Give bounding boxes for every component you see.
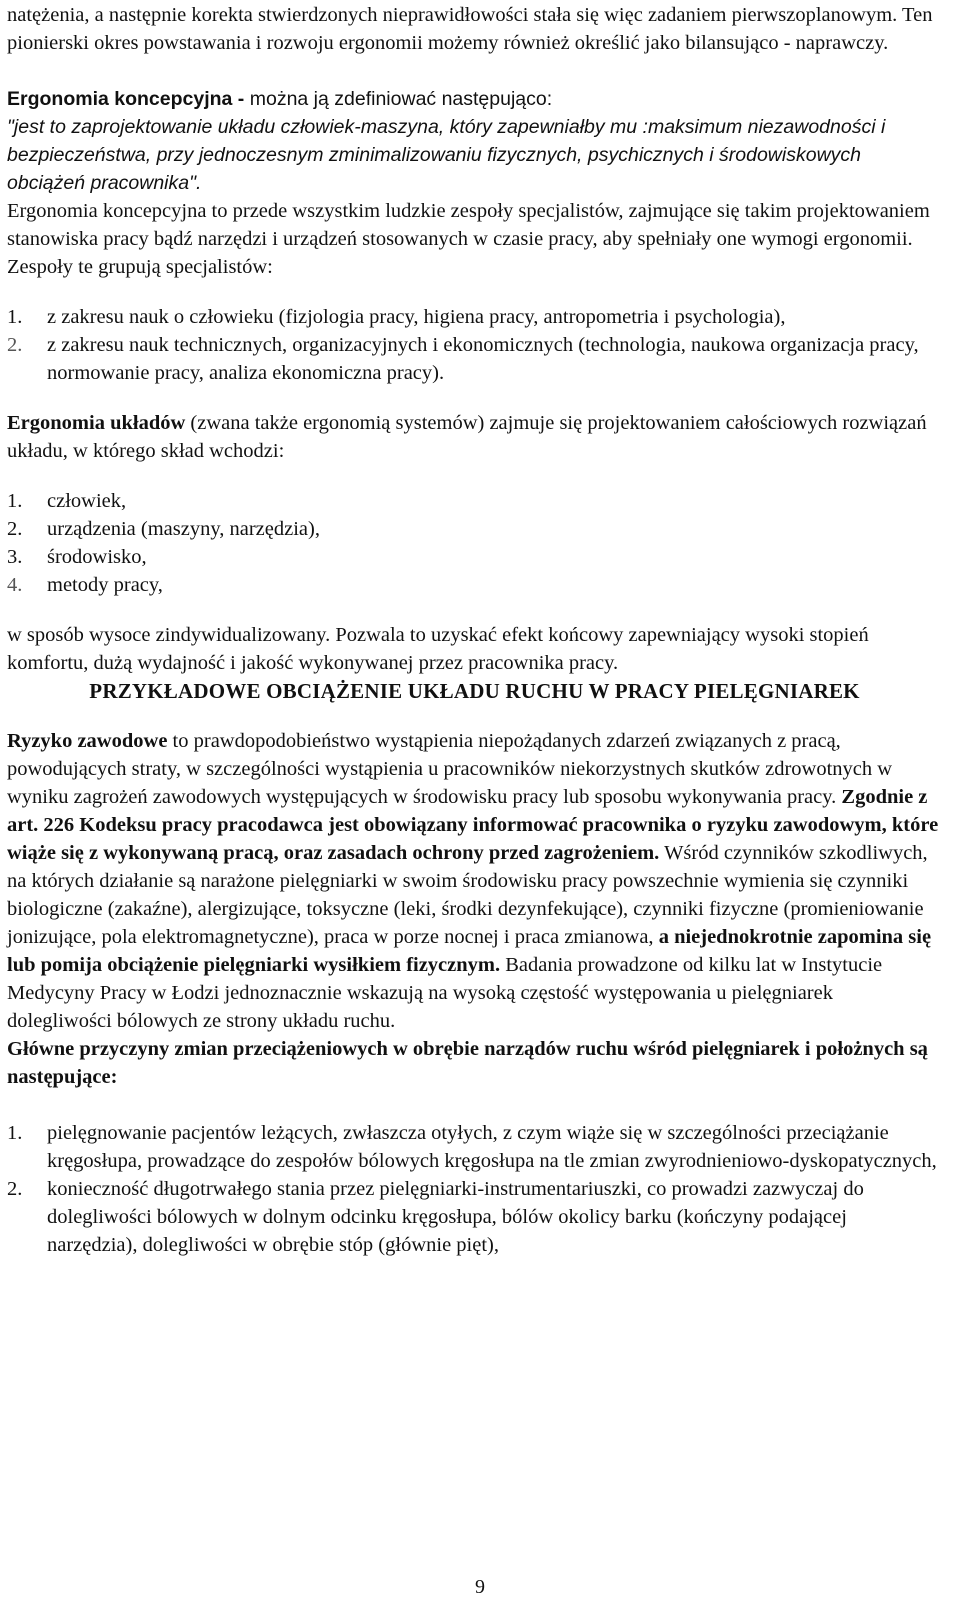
page-content [7, 1, 942, 1259]
list-item [7, 571, 942, 599]
list-text: pielęgnowanie pacjentów leżących, zwłaszcza otyłych, z czym wiąże się w szczególności przeciążanie kręgosłupa, prowadzące do zespołów bólowych kręgosłupa na tle zmian zwyrodnieniowo-dyskopatycznych, [47, 1122, 937, 1172]
list-number: 2. [7, 1178, 23, 1200]
list-text: człowiek, [47, 490, 127, 512]
list-number: 4. [7, 574, 23, 596]
groups-intro: Zespoły te grupują specjalistów: [7, 256, 273, 278]
ukladow-closing-b: Pozwala to uzyskać efekt końcowy zapewniający wysoki stopień komfortu, dużą wydajność i jakość wykonywanej przez pracownika pracy. [7, 624, 869, 674]
list-number: 2. [7, 334, 23, 356]
page-number: 9 [475, 1576, 485, 1598]
list-item [7, 1175, 942, 1259]
list-number: 1. [7, 1122, 23, 1144]
list-number: 1. [7, 490, 23, 512]
list-item [7, 515, 942, 543]
list-item [7, 303, 942, 331]
list-number: 1. [7, 306, 23, 328]
list-item [7, 543, 942, 571]
intro-paragraph: natężenia, a następnie korekta stwierdzonych nieprawidłowości stała się więc zadaniem pierwszoplanowym. Ten pionierski okres powstawania i rozwoju ergonomii możemy również określić jako bilansująco - naprawczy. [7, 4, 933, 54]
ukladow-text: (zwana także ergonomią systemów) zajmuje się projektowaniem całościowych rozwiązań układu, w którego skład wchodzi: [7, 412, 927, 462]
ryzyko-text-3: Badania prowadzone od kilku lat w Instytucie Medycyny Pracy w Łodzi jednoznacznie wskazują na wysoką częstość występowania u pielęgniarek dolegliwości bólowych ze strony układu ruchu. [7, 954, 883, 1032]
list-item [7, 487, 942, 515]
ryzyko-bold-2: a niejednokrotnie zapomina się lub pomija obciążenie pielęgniarki wysiłkiem fizycznym. [7, 926, 932, 976]
groups-list [7, 303, 942, 387]
list-item [7, 1119, 942, 1175]
list-text: środowisko, [47, 546, 147, 568]
koncepcyjna-definition-lead [7, 85, 942, 113]
list-number: 3. [7, 546, 23, 568]
ryzyko-bold-1: Zgodnie z art. 226 Kodeksu pracy pracodawca jest obowiązany informować pracownika o ryzyku zawodowym, które wiąże się z wykonywaną pracą, oraz zasadach ochrony przed zagrożeniem. [7, 786, 939, 864]
ukladow-closing [7, 621, 942, 677]
ukladow-term: Ergonomia układów [7, 412, 186, 434]
list-item [7, 331, 942, 387]
ukladow-list [7, 487, 942, 599]
ryzyko-paragraph [7, 727, 942, 1035]
koncepcyjna-lead: można ją zdefiniować następująco: [244, 88, 553, 110]
list-text: metody pracy, [47, 574, 163, 596]
ryzyko-text-2: Wśród czynników szkodliwych, na których działanie są narażone pielęgniarki w swoim środowisku pracy powszechnie wymienia się czynniki biologiczne (zakaźne), alergizujące, toksyczne (leki, środki dezynfekujące), czynniki fizyczne (promieniowanie jonizujące, pola elektromagnetyczne), praca w porze nocnej i praca zmianowa, [7, 842, 928, 948]
list-text: konieczność długotrwałego stania przez pielęgniarki-instrumentariuszki, co prowadzi zazwyczaj do dolegliwości bólowych w dolnym odcinku kręgosłupa, bólów okolicy barku (kończyny podającej narzędzia), dolegliwości w obrębie stóp (głównie pięt), [47, 1178, 864, 1256]
przyczyny-list [7, 1119, 942, 1259]
koncepcyjna-paragraph: Ergonomia koncepcyjna to przede wszystkim ludzkie zespoły specjalistów, zajmujące się takim projektowaniem stanowiska pracy bądź narzędzi i urządzeń stosowanych w czasie pracy, aby spełniały one wymogi ergonomii. [7, 200, 930, 250]
section-heading: PRZYKŁADOWE OBCIĄŻENIE UKŁADU RUCHU W PRACY PIELĘGNIAREK [89, 679, 860, 703]
ryzyko-text-1: to prawdopodobieństwo wystąpienia niepożądanych zdarzeń związanych z pracą, powodujących straty, w szczególności wystąpienia u pracowników niekorzystnych skutków zdrowotnych w wyniku zagrożeń zawodowych występujących w środowisku pracy lub sposobu wykonywania pracy. [7, 730, 893, 808]
przyczyny-heading [7, 1035, 942, 1091]
list-text: urządzenia (maszyny, narzędzia), [47, 518, 320, 540]
list-text: z zakresu nauk o człowieku (fizjologia pracy, higiena pracy, antropometria i psychologia), [47, 306, 786, 328]
przyczyny-heading-text: Główne przyczyny zmian przeciążeniowych w obrębie narządów ruchu wśród pielęgniarek i położnych są następujące: [7, 1038, 928, 1088]
list-number: 2. [7, 518, 23, 540]
ukladow-paragraph [7, 409, 942, 465]
list-text: z zakresu nauk technicznych, organizacyjnych i ekonomicznych (technologia, naukowa organizacja pracy, normowanie pracy, analiza ekonomiczna pracy). [47, 334, 919, 384]
ryzyko-term: Ryzyko zawodowe [7, 730, 168, 752]
koncepcyjna-term: Ergonomia koncepcyjna - [7, 88, 245, 110]
koncepcyjna-definition: "jest to zaprojektowanie układu człowiek-maszyna, który zapewniałby mu :maksimum niezawodności i bezpieczeństwa, przy jednoczesnym zminimalizowaniu fizycznych, psychicznych i środowiskowych obciążeń pracownika". [7, 116, 886, 194]
ukladow-closing-a: w sposób wysoce zindywidualizowany. [7, 624, 331, 646]
